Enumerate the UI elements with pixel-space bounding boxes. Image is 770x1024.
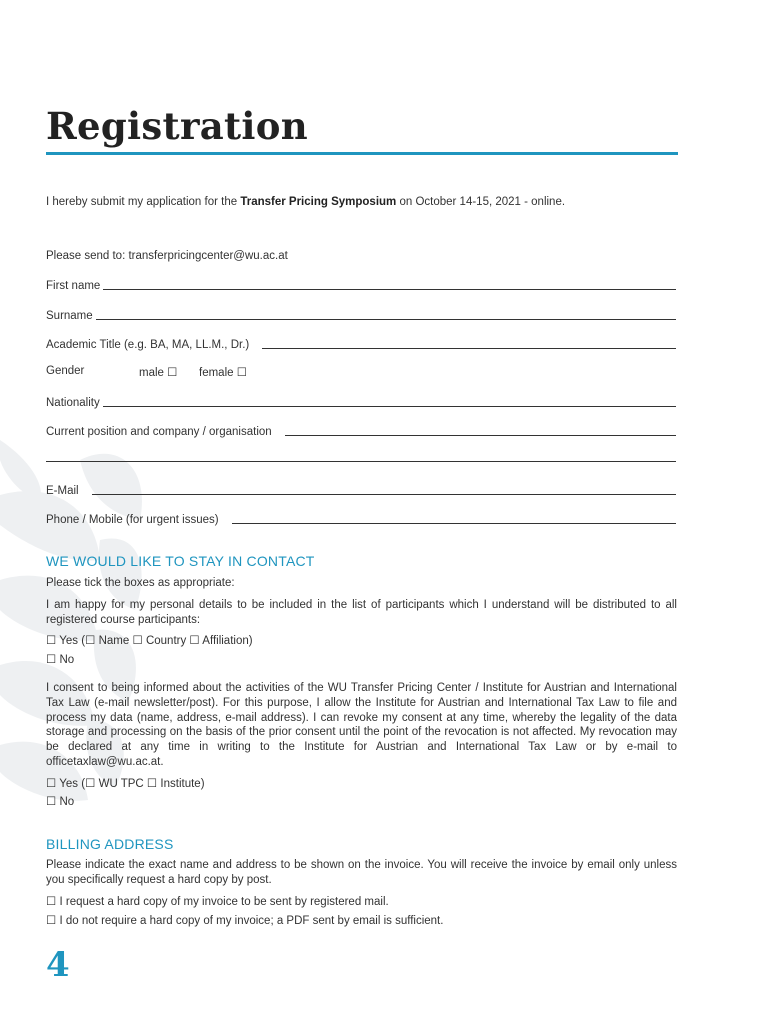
first-name-line[interactable] (103, 289, 676, 290)
billing-heading: BILLING ADDRESS (46, 836, 174, 852)
tick-note: Please tick the boxes as appropriate: (46, 577, 235, 589)
send-to-text: Please send to: transferpricingcenter@wu.ac.at (46, 250, 288, 262)
gender-female-checkbox[interactable]: female ☐ (199, 367, 248, 379)
contact-heading: WE WOULD LIKE TO STAY IN CONTACT (46, 553, 315, 569)
academic-title-label: Academic Title (e.g. BA, MA, LL.M., Dr.) (46, 339, 250, 351)
nationality-field[interactable] (46, 393, 676, 409)
pdf-copy-checkbox[interactable]: ☐ I do not require a hard copy of my invoice; a PDF sent by email is sufficient. (46, 915, 444, 927)
gender-row (46, 365, 248, 379)
hard-copy-checkbox[interactable]: ☐ I request a hard copy of my invoice to be sent by registered mail. (46, 896, 389, 908)
position-field[interactable] (46, 422, 676, 438)
academic-title-field[interactable] (46, 335, 676, 351)
position-line[interactable] (285, 435, 676, 436)
consent-yes-options[interactable]: ☐ Yes (☐ WU TPC ☐ Institute) (46, 778, 205, 790)
participants-text: I am happy for my personal details to be included in the list of participants which I understand will be distributed to all registered course participants: (46, 599, 677, 626)
nationality-line[interactable] (103, 406, 676, 407)
first-name-label: First name (46, 280, 101, 292)
position-continuation-line[interactable] (46, 461, 676, 462)
participants-yes-options[interactable]: ☐ Yes (☐ Name ☐ Country ☐ Affiliation) (46, 635, 253, 647)
page-number: 4 (46, 945, 70, 985)
surname-field[interactable] (46, 306, 676, 322)
phone-line[interactable] (232, 523, 676, 524)
intro-text (46, 195, 565, 210)
email-line[interactable] (92, 494, 676, 495)
intro-before: I hereby submit my application for the (46, 196, 241, 208)
consent-no-checkbox[interactable]: ☐ No (46, 796, 75, 808)
email-label: E-Mail (46, 485, 79, 497)
gender-label: Gender (46, 365, 85, 377)
phone-field[interactable] (46, 510, 676, 526)
phone-label: Phone / Mobile (for urgent issues) (46, 514, 219, 526)
page-title: Registration (46, 104, 308, 148)
event-name: Transfer Pricing Symposium (240, 196, 397, 208)
nationality-label: Nationality (46, 397, 100, 409)
consent-text: I consent to being informed about the activities of the WU Transfer Pricing Center / Institute for Austrian and International Tax Law (e-mail newsletter/post). For this purpose, I allow the Institute for Austrian and International Tax Law to file and process my data (name, address, e-mail address). I can revoke my consent at any time, whereby the legality of the data storage and processing on the basis of the prior consent until the point of the revocation is not affected. My revocation may be declared at any time in writing to the Institute for Austrian and International Tax Law or by e-mail to officetaxlaw@wu.ac.at. (46, 682, 677, 768)
email-field[interactable] (46, 481, 676, 497)
surname-label: Surname (46, 310, 93, 322)
billing-text: Please indicate the exact name and address to be shown on the invoice. You will receive the invoice by email only unless you specifically request a hard copy by post. (46, 859, 677, 886)
gender-male-checkbox[interactable]: male ☐ (139, 367, 178, 379)
participants-no-checkbox[interactable]: ☐ No (46, 654, 75, 666)
position-label: Current position and company / organisation (46, 426, 272, 438)
intro-after: on October 14-15, 2021 - online. (396, 196, 566, 208)
title-underline (46, 152, 678, 155)
first-name-field[interactable] (46, 276, 676, 292)
surname-line[interactable] (96, 319, 676, 320)
academic-title-line[interactable] (262, 348, 676, 349)
